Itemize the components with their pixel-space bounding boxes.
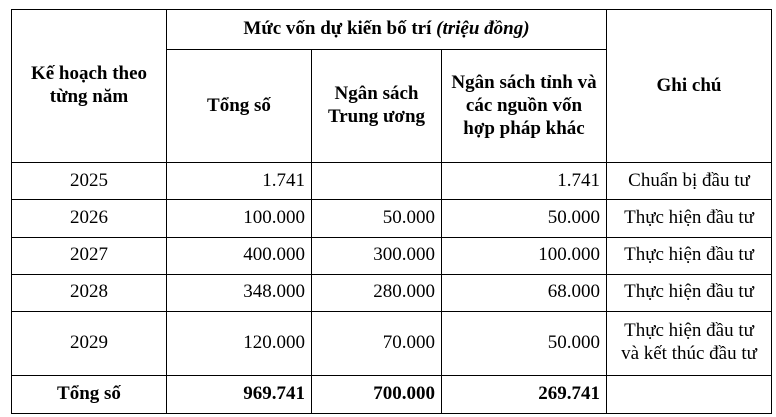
totals-central: 700.000 [312, 375, 442, 413]
cell-note: Thực hiện đầu tư [607, 200, 772, 237]
totals-total: 969.741 [167, 375, 312, 413]
totals-row [12, 375, 772, 413]
cell-year: 2029 [12, 311, 167, 375]
cell-total: 348.000 [167, 274, 312, 311]
cell-note: Thực hiện đầu tư [607, 237, 772, 274]
cell-provincial: 50.000 [442, 311, 607, 375]
header-row-1 [12, 10, 772, 50]
cell-year: 2025 [12, 163, 167, 200]
cell-central: 50.000 [312, 200, 442, 237]
header-provincial-budget: Ngân sách tỉnh và các nguồn vốn hợp pháp khác [442, 50, 607, 163]
cell-year: 2027 [12, 237, 167, 274]
cell-provincial: 1.741 [442, 163, 607, 200]
header-year: Kế hoạch theo từng năm [12, 10, 167, 163]
header-funding-group [167, 10, 607, 50]
cell-note: Thực hiện đầu tư và kết thúc đầu tư [607, 311, 772, 375]
cell-note: Chuẩn bị đầu tư [607, 163, 772, 200]
cell-note: Thực hiện đầu tư [607, 274, 772, 311]
cell-total: 1.741 [167, 163, 312, 200]
totals-note [607, 375, 772, 413]
table-row [12, 237, 772, 274]
table-row [12, 200, 772, 237]
cell-provincial: 68.000 [442, 274, 607, 311]
cell-central: 70.000 [312, 311, 442, 375]
cell-total: 100.000 [167, 200, 312, 237]
header-central-budget: Ngân sách Trung ương [312, 50, 442, 163]
cell-central [312, 163, 442, 200]
cell-central: 280.000 [312, 274, 442, 311]
table-row [12, 163, 772, 200]
cell-year: 2026 [12, 200, 167, 237]
cell-provincial: 50.000 [442, 200, 607, 237]
cell-central: 300.000 [312, 237, 442, 274]
header-total: Tổng số [167, 50, 312, 163]
header-funding-unit: (triệu đồng) [436, 18, 530, 40]
cell-provincial: 100.000 [442, 237, 607, 274]
table-row [12, 274, 772, 311]
cell-total: 120.000 [167, 311, 312, 375]
totals-provincial: 269.741 [442, 375, 607, 413]
header-funding-group-label: Mức vốn dự kiến bố trí [243, 18, 432, 40]
header-note: Ghi chú [607, 10, 772, 163]
cell-year: 2028 [12, 274, 167, 311]
cell-total: 400.000 [167, 237, 312, 274]
totals-label: Tổng số [12, 375, 167, 413]
investment-plan-table [11, 9, 772, 414]
table-row [12, 311, 772, 375]
